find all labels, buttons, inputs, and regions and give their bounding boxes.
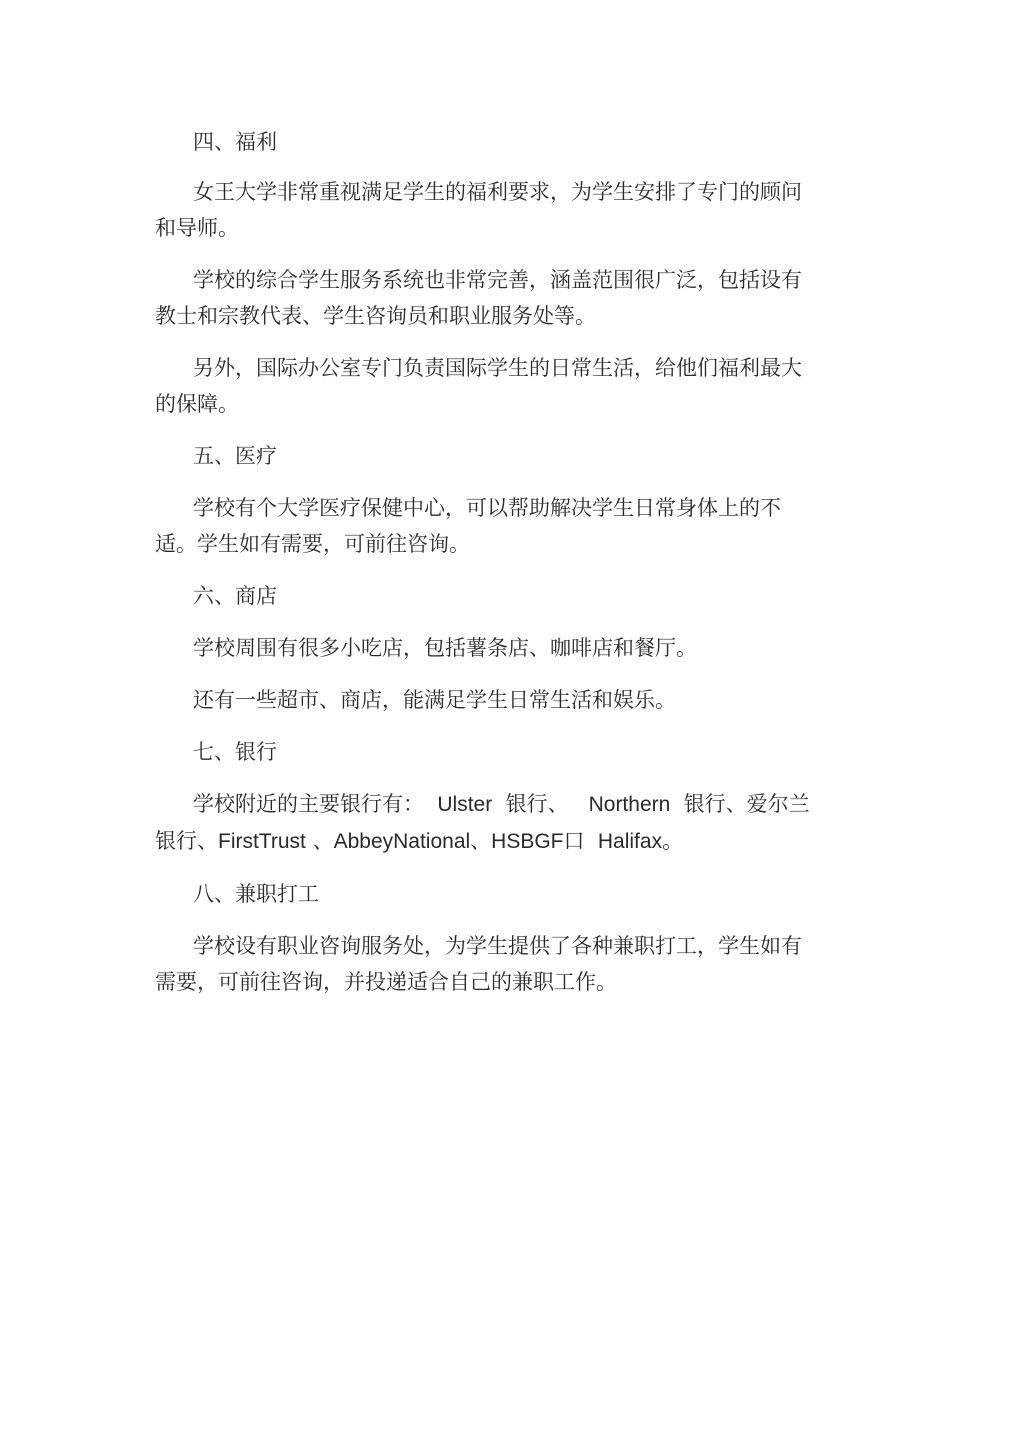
bank-name-abbeynational: AbbeyNational bbox=[333, 830, 471, 853]
bank-text-sep-1: 银行、 bbox=[505, 792, 569, 816]
section-heading-banks: 七、银行 bbox=[193, 740, 277, 764]
paragraph-welfare-1: 女王大学非常重视满足学生的福利要求，为学生安排了专门的顾问和导师。 bbox=[155, 180, 802, 240]
document-body bbox=[155, 124, 820, 1000]
bank-name-northern: Northern bbox=[588, 793, 671, 816]
paragraph-shops-2: 还有一些超市、商店，能满足学生日常生活和娱乐。 bbox=[193, 688, 676, 712]
bank-text-sep-3: 、 bbox=[312, 829, 334, 853]
paragraph-medical-1: 学校有个大学医疗保健中心，可以帮助解决学生日常身体上的不适。学生如有需要，可前往咨询。 bbox=[155, 496, 781, 556]
bank-text-sep-2: 银行、爱尔兰银行、 bbox=[155, 792, 810, 853]
bank-text-intro: 学校附近的主要银行有： bbox=[193, 792, 424, 816]
paragraph-welfare-3: 另外，国际办公室专门负责国际学生的日常生活，给他们福利最大的保障。 bbox=[155, 356, 802, 416]
section-heading-shops: 六、商店 bbox=[193, 584, 277, 608]
paragraph-shops-1: 学校周围有很多小吃店，包括薯条店、咖啡店和餐厅。 bbox=[193, 636, 697, 660]
section-heading-medical: 五、医疗 bbox=[193, 444, 277, 468]
bank-text-sep-4: 、 bbox=[470, 829, 492, 853]
bank-name-firsttrust: FirstTrust bbox=[218, 830, 306, 853]
bank-text-end: 。 bbox=[662, 829, 684, 853]
bank-name-halifax: Halifax bbox=[597, 830, 663, 853]
paragraph-parttime-1: 学校设有职业咨询服务处，为学生提供了各种兼职打工，学生如有需要，可前往咨询，并投递适合自己的兼职工作。 bbox=[155, 934, 802, 994]
paragraph-welfare-2: 学校的综合学生服务系统也非常完善，涵盖范围很广泛，包括设有教士和宗教代表、学生咨询员和职业服务处等。 bbox=[155, 268, 802, 328]
paragraph-banks bbox=[155, 786, 820, 860]
bank-name-ulster: Ulster bbox=[437, 793, 493, 816]
bank-name-hsbc: HSBGF口 bbox=[491, 830, 585, 853]
section-heading-welfare: 四、福利 bbox=[193, 130, 277, 154]
section-heading-parttime: 八、兼职打工 bbox=[193, 882, 319, 906]
